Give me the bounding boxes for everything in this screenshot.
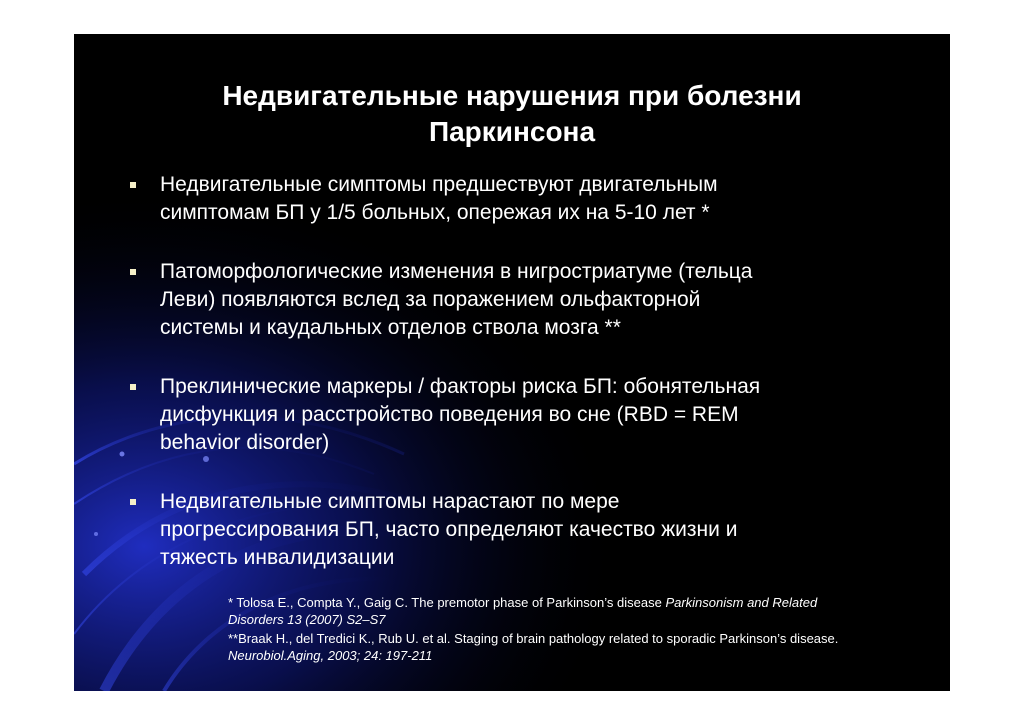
bullet-item xyxy=(126,171,916,227)
reference-1 xyxy=(228,594,928,628)
reference-text: * Tolosa E., Compta Y., Gaig C. The premotor phase of Parkinson’s disease xyxy=(228,595,666,610)
square-bullet-icon xyxy=(130,384,136,390)
slide-title-line-1: Недвигательные нарушения при болезни xyxy=(222,80,802,111)
slide-title-line-2: Паркинсона xyxy=(428,116,596,147)
reference-journal: Disorders 13 (2007) S2–S7 xyxy=(228,612,386,627)
reference-text: **Braak H., del Tredici K., Rub U. et al. Staging of brain pathology related to sporadic Parkinson’s disease. xyxy=(228,631,839,646)
bullet-line: Недвигательные симптомы нарастают по мере xyxy=(160,490,620,513)
square-bullet-icon xyxy=(130,182,136,188)
bullet-line: системы и каудальных отделов ствола мозга ** xyxy=(160,316,621,339)
bullet-list xyxy=(126,171,916,603)
reference-2 xyxy=(228,630,928,664)
bullet-line: дисфункция и расстройство поведения во сне (RBD = REM xyxy=(160,403,739,426)
bullet-line: Преклинические маркеры / факторы риска БП: обонятельная xyxy=(160,375,761,398)
square-bullet-icon xyxy=(130,499,136,505)
bullet-line: behavior disorder) xyxy=(160,431,330,454)
slide xyxy=(74,34,950,691)
reference-journal: Parkinsonism and Related xyxy=(665,595,818,610)
bullet-line: прогрессирования БП, часто определяют качество жизни и xyxy=(160,518,738,541)
bullet-line: Патоморфологические изменения в нигростриатуме (тельца xyxy=(160,260,753,283)
bullet-item xyxy=(126,488,916,572)
slide-title xyxy=(74,78,950,150)
bullet-line: тяжесть инвалидизации xyxy=(160,546,395,569)
bullet-line: Леви) появляются вслед за поражением ольфакторной xyxy=(160,288,701,311)
square-bullet-icon xyxy=(130,269,136,275)
references xyxy=(228,594,928,666)
bullet-line: Недвигательные симптомы предшествуют двигательным xyxy=(160,173,718,196)
reference-journal: Neurobiol.Aging, 2003; 24: 197-211 xyxy=(228,648,433,663)
bullet-line: симптомам БП у 1/5 больных, опережая их на 5-10 лет * xyxy=(160,201,710,224)
bullet-item xyxy=(126,258,916,342)
bullet-item xyxy=(126,373,916,457)
